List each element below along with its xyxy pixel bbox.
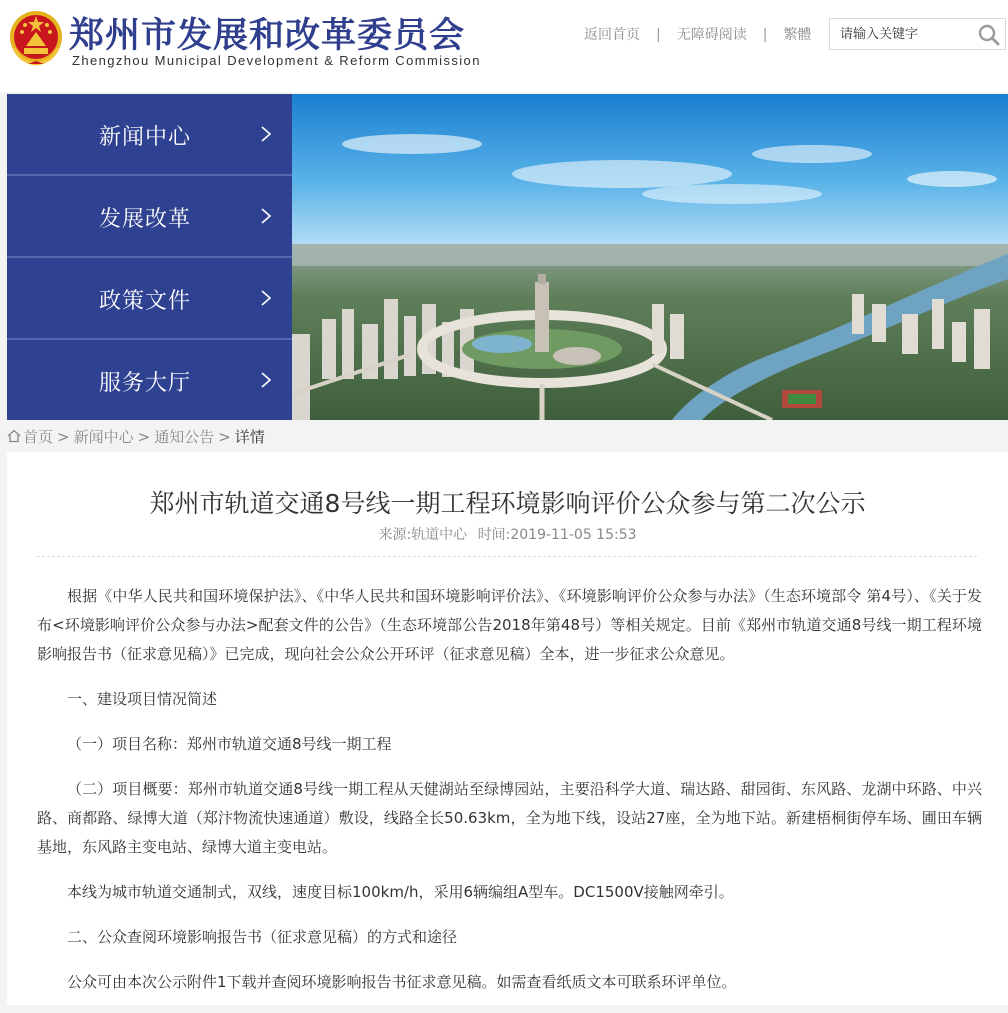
chevron-right-icon (259, 124, 273, 144)
search-box (829, 18, 1006, 50)
article-title: 郑州市轨道交通8号线一期工程环境影响评价公众参与第二次公示 (149, 489, 866, 518)
site-subtitle: Zhengzhou Municipal Development & Reform Commission (72, 53, 481, 68)
source-label: 来源: (378, 527, 412, 543)
article-body (37, 582, 982, 1013)
breadcrumb-separator: > (218, 428, 231, 446)
chevron-right-icon (259, 206, 273, 226)
search-icon[interactable] (977, 23, 1001, 47)
article-paragraph: （二）项目概要：郑州市轨道交通8号线一期工程从天健湖站至绿博园站，主要沿科学大道、瑞达路、甜园街、东风路、龙湖中环路、中兴路、商都路、绿博大道（郑汴物流快速通道）敷设，线路全长50.63km，全为地下线，设站27座，全为地下站。新建梧桐街停车场、圃田车辆基地，东风路主变电站、绿博大道主变电站。 (37, 780, 982, 856)
site-title[interactable]: 郑州市发展和改革委员会 (69, 16, 466, 56)
article-section-heading: 一、建设项目情况简述 (67, 690, 218, 708)
link-separator: | (656, 27, 661, 43)
home-icon (7, 429, 21, 443)
nav-item-label: 政策文件 (99, 289, 192, 314)
article-paragraph: 根据《中华人民共和国环境保护法》、《中华人民共和国环境影响评价法》、《环境影响评价公众参与办法》（生态环境部令 第4号）、《关于发布<环境影响评价公众参与办法>配套文件的公告》（生态环境部公告2018年第48号）等相关规定。目前《郑州市轨道交通8号线一期工程环境影响报告书（征求意见稿）》已完成，现向社会公众公开环评（征求意见稿）全本，进一步征求公众意见。 (37, 587, 982, 663)
traditional-chinese-link[interactable]: 繁體 (783, 27, 812, 43)
national-emblem-icon[interactable] (8, 8, 64, 68)
site-header (0, 0, 1008, 92)
chevron-right-icon (259, 288, 273, 308)
nav-item-policy-documents[interactable] (7, 258, 292, 340)
breadcrumb-separator: > (57, 428, 70, 446)
time-label: 时间: (477, 527, 511, 543)
nav-item-label: 发展改革 (99, 207, 192, 232)
article-panel (7, 452, 1008, 1005)
breadcrumb-current: 详情 (234, 428, 265, 446)
breadcrumb-news-center[interactable]: 新闻中心 (73, 428, 134, 446)
chevron-right-icon (259, 370, 273, 390)
nav-item-development-reform[interactable] (7, 176, 292, 258)
home-link[interactable]: 返回首页 (584, 27, 640, 43)
accessibility-link[interactable]: 无障碍阅读 (676, 27, 747, 43)
article-paragraph: （一）项目名称：郑州市轨道交通8号线一期工程 (67, 735, 392, 753)
search-input[interactable] (830, 19, 990, 49)
divider (37, 556, 977, 557)
breadcrumb-notices[interactable]: 通知公告 (154, 428, 215, 446)
nav-item-service-hall[interactable] (7, 340, 292, 422)
article-section-heading: 二、公众查阅环境影响报告书（征求意见稿）的方式和途径 (67, 928, 458, 946)
nav-item-news-center[interactable] (7, 94, 292, 176)
breadcrumb-separator: > (137, 428, 151, 446)
link-separator: | (762, 27, 768, 43)
source-value: 轨道中心 (411, 527, 468, 543)
article-meta (7, 524, 1008, 544)
time-value: 2019-11-05 15:53 (510, 527, 637, 543)
article-paragraph: 公众可由本次公示附件1下载并查阅环境影响报告书征求意见稿。如需查看纸质文本可联系环评单位。 (67, 973, 737, 991)
breadcrumb (7, 426, 265, 447)
city-banner-image (292, 94, 1008, 420)
side-navigation (7, 94, 292, 420)
breadcrumb-home[interactable]: 首页 (23, 428, 54, 446)
top-links (584, 24, 811, 44)
nav-item-label: 服务大厅 (99, 371, 192, 396)
nav-item-label: 新闻中心 (99, 125, 192, 150)
article-paragraph: 本线为城市轨道交通制式，双线，速度目标100km/h，采用6辆编组A型车。DC1500V接触网牵引。 (67, 883, 734, 901)
